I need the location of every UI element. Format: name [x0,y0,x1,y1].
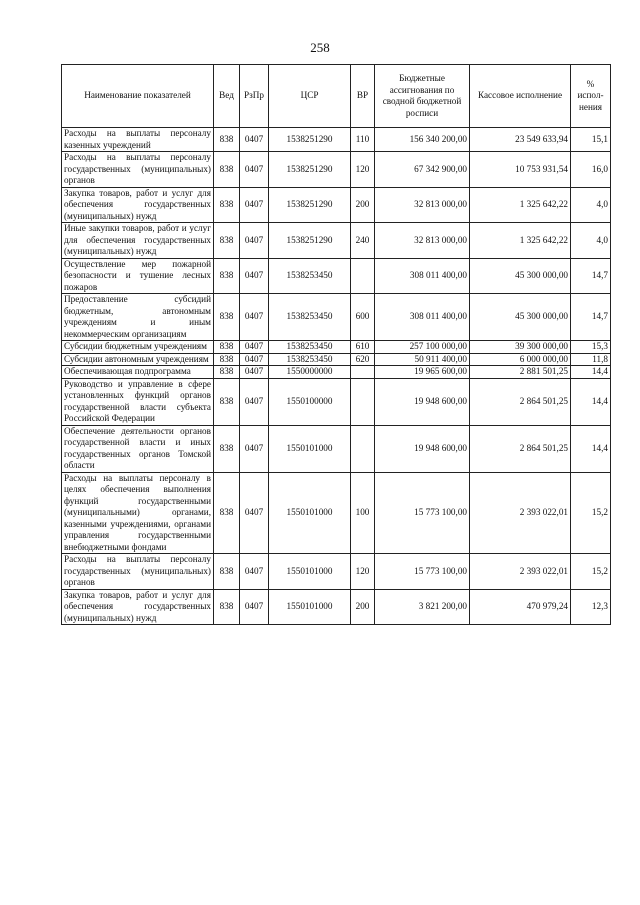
row-rzpr: 0407 [240,128,269,152]
row-cash-execution: 39 300 000,00 [470,341,571,354]
row-vr: 200 [351,187,375,223]
row-rzpr: 0407 [240,223,269,259]
row-cash-execution: 2 881 501,25 [470,366,571,379]
row-rzpr: 0407 [240,554,269,590]
row-name: Расходы на выплаты персоналу государственных (муниципальных) органов [62,152,214,188]
row-vr: 620 [351,353,375,366]
row-vr [351,258,375,294]
row-vr: 110 [351,128,375,152]
row-assignments: 156 340 200,00 [375,128,470,152]
row-name: Осуществление мер пожарной безопасности и тушение лесных пожаров [62,258,214,294]
row-rzpr: 0407 [240,258,269,294]
row-assignments: 308 011 400,00 [375,258,470,294]
row-csr: 1538251290 [269,187,351,223]
row-ved: 838 [214,425,240,472]
row-execution-percent: 4,0 [571,223,611,259]
row-execution-percent: 12,3 [571,589,611,625]
row-execution-percent: 14,7 [571,294,611,341]
row-vr [351,366,375,379]
row-vr [351,425,375,472]
row-csr: 1538253450 [269,294,351,341]
row-csr: 1550101000 [269,554,351,590]
row-execution-percent: 16,0 [571,152,611,188]
row-assignments: 19 948 600,00 [375,378,470,425]
row-ved: 838 [214,472,240,554]
row-name: Субсидии бюджетным учреждениям [62,341,214,354]
row-cash-execution: 2 864 501,25 [470,378,571,425]
row-assignments: 257 100 000,00 [375,341,470,354]
row-name: Расходы на выплаты персоналу казенных учреждений [62,128,214,152]
row-csr: 1538253450 [269,341,351,354]
row-csr: 1550100000 [269,378,351,425]
row-execution-percent: 11,8 [571,353,611,366]
row-csr: 1538251290 [269,128,351,152]
row-assignments: 19 965 600,00 [375,366,470,379]
table-body [62,128,611,625]
row-name: Предоставление субсидий бюджетным, автономным учреждениям и иным некоммерческим организациям [62,294,214,341]
row-rzpr: 0407 [240,353,269,366]
row-vr: 600 [351,294,375,341]
header-cash-execution: Кассовое исполнение [470,65,571,128]
table-row [62,353,611,366]
row-cash-execution: 2 393 022,01 [470,472,571,554]
row-ved: 838 [214,152,240,188]
row-vr: 120 [351,152,375,188]
table-row [62,472,611,554]
table-row [62,223,611,259]
row-csr: 1538251290 [269,152,351,188]
page-number: 258 [310,40,330,55]
header-vr: ВР [351,65,375,128]
row-execution-percent: 15,2 [571,554,611,590]
row-cash-execution: 1 325 642,22 [470,187,571,223]
row-execution-percent: 15,1 [571,128,611,152]
row-name: Расходы на выплаты персоналу в целях обеспечения выполнения функций государственными (муниципальными) органами, казенными учреждениями, органами управления государственными внебюджетными фондами [62,472,214,554]
row-ved: 838 [214,128,240,152]
row-vr: 200 [351,589,375,625]
row-csr: 1538251290 [269,223,351,259]
table-row [62,128,611,152]
row-cash-execution: 1 325 642,22 [470,223,571,259]
table-row [62,187,611,223]
table-row [62,589,611,625]
table-row [62,258,611,294]
header-ved: Вед [214,65,240,128]
row-execution-percent: 14,7 [571,258,611,294]
row-rzpr: 0407 [240,425,269,472]
row-vr: 610 [351,341,375,354]
row-csr: 1538253450 [269,353,351,366]
table-row [62,425,611,472]
row-csr: 1550101000 [269,425,351,472]
row-vr [351,378,375,425]
table-row [62,366,611,379]
table-header-row [62,65,611,128]
table-row [62,152,611,188]
row-assignments: 15 773 100,00 [375,554,470,590]
table-row [62,554,611,590]
row-name: Обеспечивающая подпрограмма [62,366,214,379]
row-cash-execution: 2 864 501,25 [470,425,571,472]
row-assignments: 15 773 100,00 [375,472,470,554]
table-row [62,294,611,341]
row-rzpr: 0407 [240,378,269,425]
row-execution-percent: 14,4 [571,378,611,425]
row-ved: 838 [214,258,240,294]
row-cash-execution: 23 549 633,94 [470,128,571,152]
row-rzpr: 0407 [240,366,269,379]
row-execution-percent: 4,0 [571,187,611,223]
row-vr: 240 [351,223,375,259]
row-vr: 120 [351,554,375,590]
row-vr: 100 [351,472,375,554]
table-row [62,378,611,425]
row-ved: 838 [214,294,240,341]
row-execution-percent: 14,4 [571,366,611,379]
row-csr: 1550000000 [269,366,351,379]
row-cash-execution: 45 300 000,00 [470,258,571,294]
table-row [62,341,611,354]
row-rzpr: 0407 [240,472,269,554]
row-csr: 1550101000 [269,472,351,554]
row-csr: 1538253450 [269,258,351,294]
row-execution-percent: 15,3 [571,341,611,354]
row-assignments: 50 911 400,00 [375,353,470,366]
row-cash-execution: 10 753 931,54 [470,152,571,188]
row-assignments: 32 813 000,00 [375,187,470,223]
row-ved: 838 [214,589,240,625]
row-cash-execution: 2 393 022,01 [470,554,571,590]
row-ved: 838 [214,223,240,259]
row-assignments: 3 821 200,00 [375,589,470,625]
row-cash-execution: 6 000 000,00 [470,353,571,366]
row-rzpr: 0407 [240,152,269,188]
header-csr: ЦСР [269,65,351,128]
row-ved: 838 [214,353,240,366]
row-assignments: 67 342 900,00 [375,152,470,188]
row-name: Иные закупки товаров, работ и услуг для обеспечения государственных (муниципальных) нужд [62,223,214,259]
row-ved: 838 [214,366,240,379]
row-ved: 838 [214,554,240,590]
header-assignments: Бюджетные ассигнования по сводной бюджетной росписи [375,65,470,128]
row-cash-execution: 45 300 000,00 [470,294,571,341]
row-rzpr: 0407 [240,341,269,354]
row-rzpr: 0407 [240,294,269,341]
row-cash-execution: 470 979,24 [470,589,571,625]
row-name: Руководство и управление в сфере установленных функций органов государственной власти субъекта Российской Федерации [62,378,214,425]
row-name: Обеспечение деятельности органов государственной власти и иных государственных органов Томской области [62,425,214,472]
row-assignments: 19 948 600,00 [375,425,470,472]
row-rzpr: 0407 [240,187,269,223]
row-rzpr: 0407 [240,589,269,625]
header-rzpr: РзПр [240,65,269,128]
row-assignments: 308 011 400,00 [375,294,470,341]
budget-table [61,64,611,625]
row-execution-percent: 14,4 [571,425,611,472]
row-execution-percent: 15,2 [571,472,611,554]
row-name: Расходы на выплаты персоналу государственных (муниципальных) органов [62,554,214,590]
row-ved: 838 [214,378,240,425]
header-execution-percent: % испол-нения [571,65,611,128]
row-name: Закупка товаров, работ и услуг для обеспечения государственных (муниципальных) нужд [62,589,214,625]
row-name: Закупка товаров, работ и услуг для обеспечения государственных (муниципальных) нужд [62,187,214,223]
row-name: Субсидии автономным учреждениям [62,353,214,366]
row-ved: 838 [214,341,240,354]
row-ved: 838 [214,187,240,223]
row-csr: 1550101000 [269,589,351,625]
header-name: Наименование показателей [62,65,214,128]
row-assignments: 32 813 000,00 [375,223,470,259]
